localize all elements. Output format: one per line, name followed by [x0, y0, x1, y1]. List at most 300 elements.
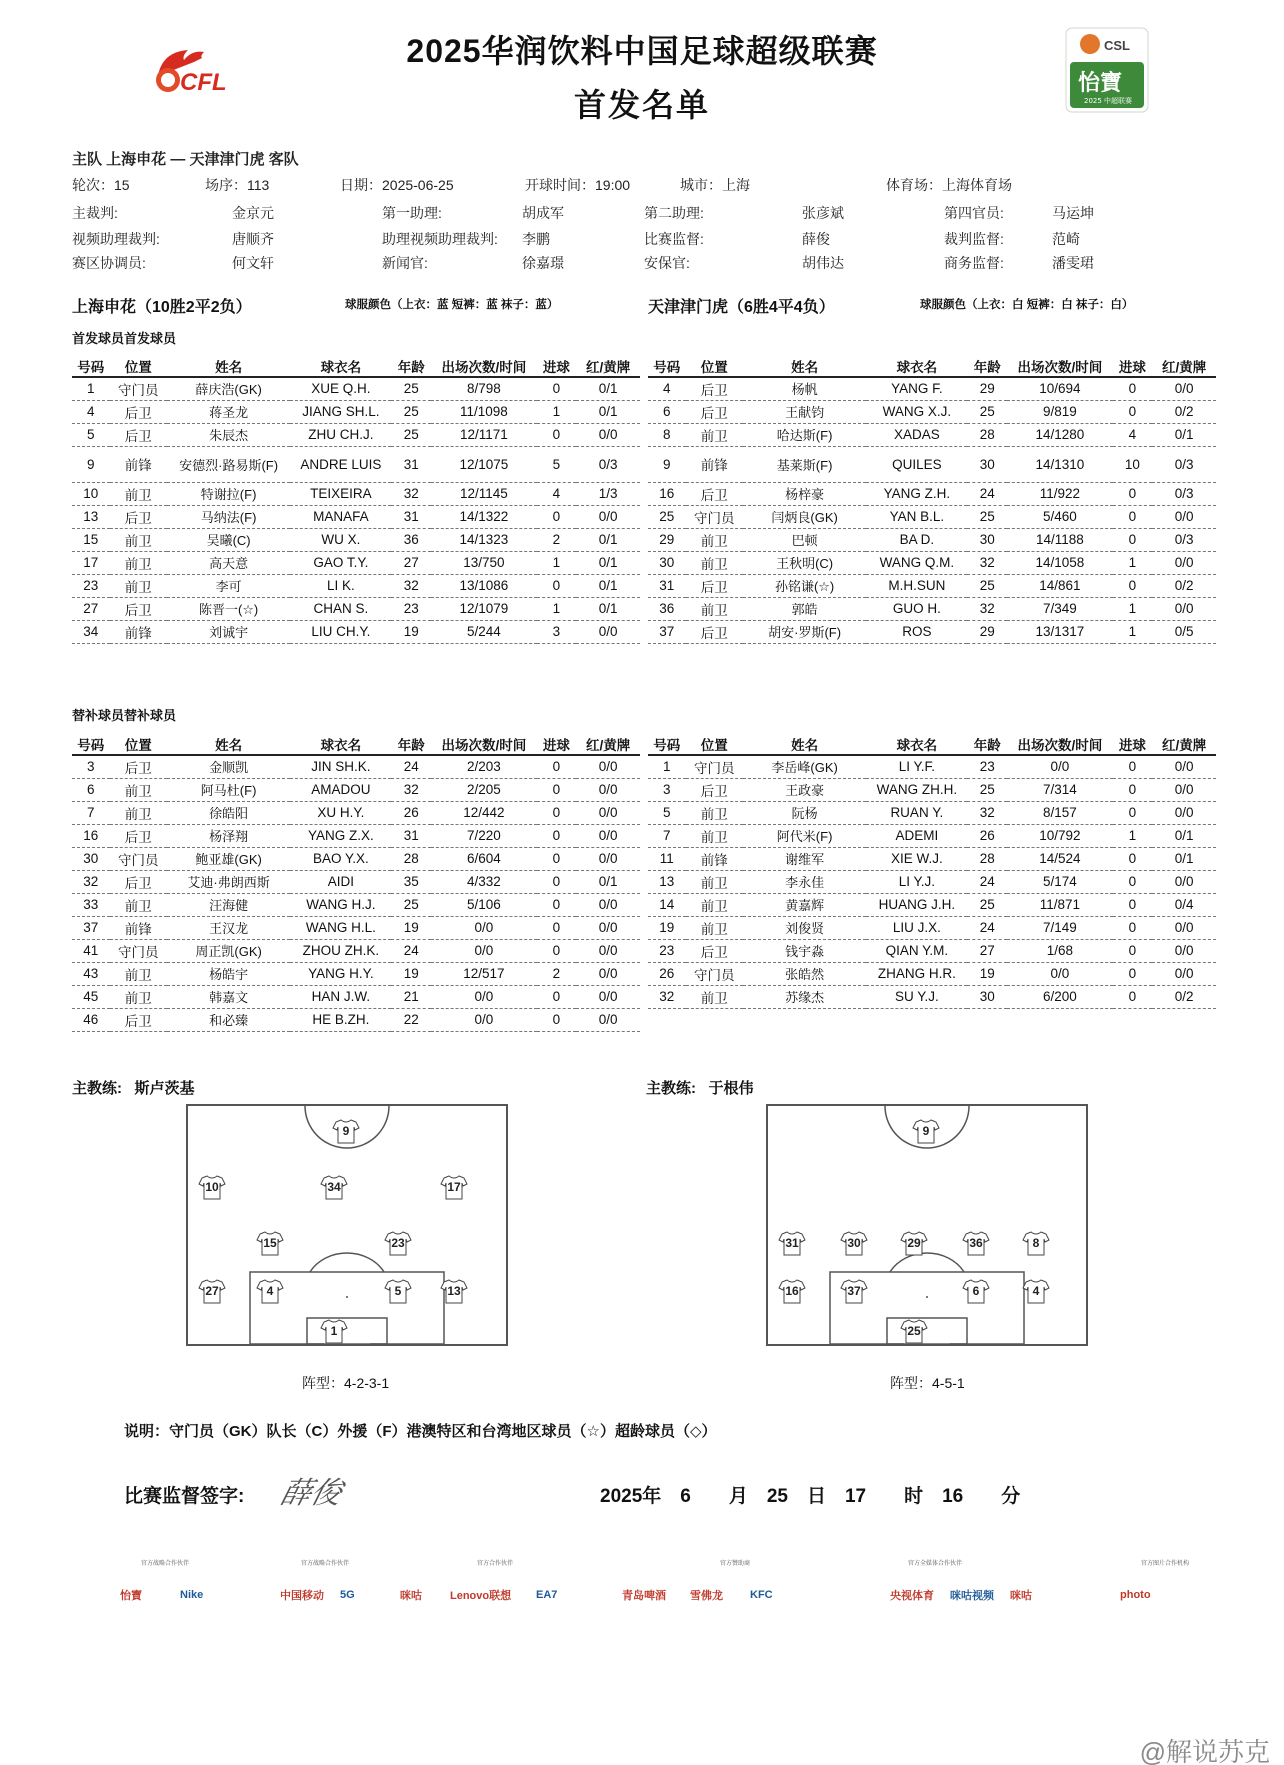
match-date: 日期：2025-06-25 — [340, 177, 454, 193]
table-cell: 0/0 — [431, 939, 536, 962]
svg-text:怡寶: 怡寶 — [1078, 71, 1123, 96]
table-cell: 0/2 — [1152, 574, 1216, 597]
table-cell: 0/0 — [1152, 755, 1216, 778]
table-cell: 0/0 — [576, 916, 640, 939]
table-row — [648, 939, 1216, 962]
official-value: 范崎 — [1052, 231, 1080, 247]
table-cell: 前卫 — [686, 870, 743, 893]
table-cell: 杨帆 — [743, 377, 866, 400]
table-cell: 1 — [537, 400, 577, 423]
table-cell: 5 — [648, 801, 686, 824]
sponsor-caption: 官方赞助商 — [719, 1561, 750, 1567]
jersey-number: 8 — [1032, 1236, 1040, 1250]
table-row — [648, 400, 1216, 423]
column-header: 出场次数/时间 — [431, 733, 536, 755]
sponsor-caption: 官方合作伙伴 — [476, 1561, 513, 1567]
table-cell: 7/314 — [1007, 778, 1112, 801]
table-cell: 0/0 — [576, 962, 640, 985]
table-cell: 1/3 — [576, 482, 640, 505]
table-cell: 0 — [1113, 482, 1153, 505]
table-cell: 0 — [537, 423, 577, 446]
table-cell: 46 — [72, 1008, 110, 1031]
table-cell: 6 — [648, 400, 686, 423]
table-cell: 闫炳良(GK) — [743, 505, 866, 528]
table-row — [648, 574, 1216, 597]
table-cell: 0 — [537, 377, 577, 400]
player-jersey — [384, 1230, 412, 1256]
table-cell: JIANG SH.L. — [290, 400, 391, 423]
table-cell: 0/0 — [1007, 755, 1112, 778]
table-cell: QIAN Y.M. — [866, 939, 967, 962]
table-cell: HUANG J.H. — [866, 893, 967, 916]
jersey-number: 5 — [394, 1284, 402, 1298]
column-header: 姓名 — [167, 733, 290, 755]
player-jersey — [256, 1278, 284, 1304]
table-cell: 王汉龙 — [167, 916, 290, 939]
table-cell: 0 — [1113, 778, 1153, 801]
table-cell: 基莱斯(F) — [743, 446, 866, 482]
table-cell: 30 — [648, 551, 686, 574]
sponsor-logo: 央视体育 — [890, 1590, 934, 1602]
table-cell: 10 — [72, 482, 110, 505]
table-row — [72, 778, 640, 801]
table-cell: 杨梓豪 — [743, 482, 866, 505]
column-header: 姓名 — [167, 355, 290, 377]
table-cell: 守门员 — [686, 505, 743, 528]
table-cell: 12/517 — [431, 962, 536, 985]
player-jersey — [962, 1278, 990, 1304]
table-cell: 0 — [537, 755, 577, 778]
table-cell: MANAFA — [290, 505, 391, 528]
table-cell: 0 — [537, 824, 577, 847]
table-cell: 0/1 — [576, 377, 640, 400]
table-cell: 后卫 — [110, 870, 167, 893]
table-cell: 0/0 — [1152, 778, 1216, 801]
player-jersey — [198, 1278, 226, 1304]
table-cell: 32 — [967, 551, 1007, 574]
table-cell: 阿代米(F) — [743, 824, 866, 847]
table-cell: TEIXEIRA — [290, 482, 391, 505]
table-cell: 30 — [967, 528, 1007, 551]
jersey-number: 23 — [391, 1236, 405, 1250]
table-cell: 胡安·罗斯(F) — [743, 620, 866, 643]
table-cell: SU Y.J. — [866, 985, 967, 1008]
table-row — [72, 1008, 640, 1031]
table-cell: 29 — [967, 620, 1007, 643]
column-header: 年龄 — [967, 733, 1007, 755]
sponsor-logo: 咪咕视频 — [950, 1590, 994, 1602]
table-cell: 32 — [391, 574, 431, 597]
table-cell: 45 — [72, 985, 110, 1008]
player-jersey — [198, 1174, 226, 1200]
table-cell: 鲍亚雄(GK) — [167, 847, 290, 870]
table-cell: 0 — [1113, 962, 1153, 985]
table-cell: 9/819 — [1007, 400, 1112, 423]
table-cell: 高天意 — [167, 551, 290, 574]
table-cell: YANG H.Y. — [290, 962, 391, 985]
table-cell: 23 — [72, 574, 110, 597]
sponsor-logo: 青岛啤酒 — [622, 1590, 666, 1602]
table-cell: 0 — [537, 574, 577, 597]
table-cell: 0/3 — [1152, 446, 1216, 482]
table-cell: 14/1310 — [1007, 446, 1112, 482]
table-cell: 0 — [1113, 893, 1153, 916]
table-cell: WANG Q.M. — [866, 551, 967, 574]
player-jersey — [778, 1230, 806, 1256]
jersey-number: 10 — [205, 1180, 219, 1194]
table-row — [648, 505, 1216, 528]
table-cell: 0/1 — [576, 597, 640, 620]
table-cell: 31 — [391, 505, 431, 528]
away-kit-colors: 球服颜色（上衣：白 短裤：白 袜子：白） — [920, 299, 1134, 311]
column-header: 号码 — [72, 733, 110, 755]
table-cell: 0/5 — [1152, 620, 1216, 643]
table-cell: 后卫 — [686, 377, 743, 400]
table-cell: 12/1075 — [431, 446, 536, 482]
table-cell: 31 — [648, 574, 686, 597]
table-cell: 0 — [1113, 505, 1153, 528]
table-cell: 0 — [537, 778, 577, 801]
table-cell: JIN SH.K. — [290, 755, 391, 778]
table-cell: LI Y.F. — [866, 755, 967, 778]
table-cell: 25 — [391, 893, 431, 916]
table-row — [648, 620, 1216, 643]
jersey-number: 13 — [447, 1284, 461, 1298]
official-label: 助理视频助理裁判: — [382, 231, 498, 247]
table-cell: 后卫 — [110, 824, 167, 847]
page-title: 2025华润饮料中国足球超级联赛 — [406, 33, 878, 69]
away-subs-table — [648, 733, 1216, 1009]
table-row — [648, 446, 1216, 482]
official-label: 新闻官: — [382, 255, 428, 271]
table-cell: 23 — [967, 755, 1007, 778]
table-cell: 后卫 — [686, 574, 743, 597]
table-cell: XIE W.J. — [866, 847, 967, 870]
table-row — [648, 847, 1216, 870]
table-cell: 0 — [537, 801, 577, 824]
table-cell: 哈达斯(F) — [743, 423, 866, 446]
table-cell: 11/922 — [1007, 482, 1112, 505]
table-cell: 14/1280 — [1007, 423, 1112, 446]
table-cell: 韩嘉文 — [167, 985, 290, 1008]
home-formation-pitch — [186, 1104, 508, 1346]
table-cell: 0 — [1113, 574, 1153, 597]
table-cell: 4 — [648, 377, 686, 400]
table-cell: 8/798 — [431, 377, 536, 400]
column-header: 球衣名 — [866, 733, 967, 755]
table-cell: 0 — [1113, 870, 1153, 893]
home-kit-colors: 球服颜色（上衣：蓝 短裤：蓝 袜子：蓝） — [345, 299, 559, 311]
table-cell: RUAN Y. — [866, 801, 967, 824]
jersey-number: 9 — [922, 1124, 930, 1138]
official-value: 唐顺齐 — [232, 231, 274, 247]
table-cell: 王献钧 — [743, 400, 866, 423]
table-cell: BAO Y.X. — [290, 847, 391, 870]
table-cell: 马纳法(F) — [167, 505, 290, 528]
table-cell: AMADOU — [290, 778, 391, 801]
table-cell: 1 — [1113, 620, 1153, 643]
table-cell: 32 — [967, 801, 1007, 824]
table-row — [72, 505, 640, 528]
coach-name: 斯卢茨基 — [134, 1080, 195, 1097]
table-cell: 0 — [537, 985, 577, 1008]
table-row — [72, 377, 640, 400]
table-cell: 19 — [391, 620, 431, 643]
table-cell: WANG X.J. — [866, 400, 967, 423]
column-header: 红/黄牌 — [576, 355, 640, 377]
table-cell: LIU CH.Y. — [290, 620, 391, 643]
sponsor-caption: 官方全媒体合作伙伴 — [907, 1561, 962, 1567]
table-cell: 37 — [648, 620, 686, 643]
table-cell: 1 — [1113, 551, 1153, 574]
jersey-number: 9 — [342, 1124, 350, 1138]
table-cell: 3 — [648, 778, 686, 801]
table-cell: 吴曦(C) — [167, 528, 290, 551]
table-cell: ZHOU ZH.K. — [290, 939, 391, 962]
sponsor-logo: 雪佛龙 — [690, 1590, 723, 1602]
player-jersey — [900, 1318, 928, 1344]
table-row — [648, 528, 1216, 551]
table-cell: 0/3 — [1152, 482, 1216, 505]
table-cell: 9 — [648, 446, 686, 482]
table-cell: 黄嘉辉 — [743, 893, 866, 916]
table-cell: 前锋 — [110, 620, 167, 643]
jersey-number: 34 — [327, 1180, 341, 1194]
official-label: 主裁判: — [72, 205, 118, 221]
table-cell: 前卫 — [110, 801, 167, 824]
table-cell: 0 — [1113, 377, 1153, 400]
table-cell: 0/2 — [1152, 985, 1216, 1008]
table-row — [72, 755, 640, 778]
table-cell: 前卫 — [110, 551, 167, 574]
table-cell: 25 — [391, 377, 431, 400]
table-cell: 32 — [648, 985, 686, 1008]
official-value: 李鹏 — [522, 231, 550, 247]
table-cell: 1 — [648, 755, 686, 778]
table-cell: 0/0 — [1007, 962, 1112, 985]
table-row — [648, 423, 1216, 446]
table-cell: 27 — [967, 939, 1007, 962]
table-cell: GUO H. — [866, 597, 967, 620]
table-cell: 26 — [648, 962, 686, 985]
table-cell: 31 — [391, 446, 431, 482]
jersey-number: 36 — [969, 1236, 983, 1250]
table-cell: 6/200 — [1007, 985, 1112, 1008]
table-cell: 阿马杜(F) — [167, 778, 290, 801]
table-cell: 前卫 — [110, 574, 167, 597]
table-cell: 35 — [391, 870, 431, 893]
table-cell: 36 — [391, 528, 431, 551]
svg-text:CFL: CFL — [180, 69, 227, 96]
table-cell: 后卫 — [110, 505, 167, 528]
sponsor-logo: photo — [1120, 1589, 1151, 1601]
table-cell: 0/0 — [576, 824, 640, 847]
column-header: 出场次数/时间 — [431, 355, 536, 377]
table-cell: 前锋 — [686, 847, 743, 870]
table-cell: 后卫 — [686, 482, 743, 505]
table-cell: 31 — [391, 824, 431, 847]
table-cell: GAO T.Y. — [290, 551, 391, 574]
table-cell: 0 — [1113, 939, 1153, 962]
table-cell: 徐皓阳 — [167, 801, 290, 824]
official-label: 商务监督: — [944, 255, 1004, 271]
table-cell: 0/1 — [576, 551, 640, 574]
table-cell: 0/0 — [1152, 597, 1216, 620]
table-cell: 7 — [72, 801, 110, 824]
table-cell: 0/0 — [576, 778, 640, 801]
table-cell: 24 — [391, 939, 431, 962]
table-cell: 5/460 — [1007, 505, 1112, 528]
player-jersey — [384, 1278, 412, 1304]
table-cell: 3 — [537, 620, 577, 643]
table-row — [72, 893, 640, 916]
player-jersey — [320, 1174, 348, 1200]
table-row — [72, 551, 640, 574]
table-cell: XU H.Y. — [290, 801, 391, 824]
sponsor-caption: 官方图片合作机构 — [1140, 1561, 1189, 1567]
column-header: 位置 — [686, 355, 743, 377]
table-cell: 16 — [72, 824, 110, 847]
table-cell: 30 — [967, 446, 1007, 482]
table-cell: 钱宇淼 — [743, 939, 866, 962]
table-cell: 4 — [1113, 423, 1153, 446]
jersey-number: 25 — [907, 1324, 921, 1338]
table-cell: 25 — [967, 574, 1007, 597]
table-cell: 阮杨 — [743, 801, 866, 824]
player-jersey — [1022, 1230, 1050, 1256]
table-cell: YANG Z.X. — [290, 824, 391, 847]
official-label: 第一助理: — [382, 205, 442, 221]
table-cell: 0 — [1113, 801, 1153, 824]
table-cell: 0/0 — [576, 893, 640, 916]
player-jersey — [320, 1318, 348, 1344]
table-cell: 5 — [537, 446, 577, 482]
table-cell: 前卫 — [686, 597, 743, 620]
table-cell: AIDI — [290, 870, 391, 893]
column-header: 进球 — [1113, 733, 1153, 755]
table-cell: 后卫 — [110, 423, 167, 446]
table-cell: 11/871 — [1007, 893, 1112, 916]
table-row — [648, 962, 1216, 985]
table-row — [72, 962, 640, 985]
table-row — [648, 755, 1216, 778]
table-cell: 张皓然 — [743, 962, 866, 985]
table-cell: 24 — [391, 755, 431, 778]
table-cell: 王政豪 — [743, 778, 866, 801]
csl-logo — [1064, 26, 1150, 114]
table-row — [648, 482, 1216, 505]
table-cell: 25 — [967, 505, 1007, 528]
sponsor-logo: KFC — [750, 1589, 773, 1601]
jersey-number: 29 — [907, 1236, 921, 1250]
table-cell: 0 — [1113, 400, 1153, 423]
stadium: 体育场：上海体育场 — [886, 177, 1012, 193]
table-cell: 1 — [72, 377, 110, 400]
jersey-number: 4 — [266, 1284, 274, 1298]
table-cell: 25 — [391, 423, 431, 446]
table-cell: 0/0 — [1152, 939, 1216, 962]
official-value: 何文轩 — [232, 255, 274, 271]
table-cell: 36 — [648, 597, 686, 620]
table-cell: 12/1079 — [431, 597, 536, 620]
table-row — [72, 574, 640, 597]
home-subs-table — [72, 733, 640, 1032]
player-jersey — [1022, 1278, 1050, 1304]
table-cell: 0/0 — [576, 847, 640, 870]
column-header: 年龄 — [391, 355, 431, 377]
table-cell: 0/0 — [576, 755, 640, 778]
table-cell: 25 — [967, 778, 1007, 801]
table-cell: 0 — [537, 870, 577, 893]
table-cell: 5 — [72, 423, 110, 446]
table-cell: 0/0 — [576, 620, 640, 643]
table-cell: 守门员 — [686, 755, 743, 778]
table-cell: 4 — [537, 482, 577, 505]
table-cell: HE B.ZH. — [290, 1008, 391, 1031]
sponsor-caption: 官方战略合作伙伴 — [300, 1561, 349, 1567]
teams-line: 主队 上海申花 — 天津津门虎 客队 — [72, 151, 299, 168]
table-cell: 16 — [648, 482, 686, 505]
coach-name: 于根伟 — [708, 1080, 754, 1097]
table-cell: 25 — [391, 400, 431, 423]
table-cell: 10/792 — [1007, 824, 1112, 847]
player-jersey — [912, 1118, 940, 1144]
official-value: 金京元 — [232, 205, 274, 221]
table-cell: 前卫 — [686, 916, 743, 939]
table-cell: 37 — [72, 916, 110, 939]
table-cell: WANG ZH.H. — [866, 778, 967, 801]
table-cell: 5/106 — [431, 893, 536, 916]
table-row — [648, 597, 1216, 620]
table-cell: 28 — [967, 847, 1007, 870]
table-cell: WANG H.L. — [290, 916, 391, 939]
table-cell: 23 — [391, 597, 431, 620]
table-cell: 前卫 — [110, 962, 167, 985]
table-cell: 0/4 — [1152, 893, 1216, 916]
table-cell: 前卫 — [686, 985, 743, 1008]
table-cell: 特谢拉(F) — [167, 482, 290, 505]
table-cell: 0/3 — [1152, 528, 1216, 551]
table-cell: WANG H.J. — [290, 893, 391, 916]
coach-label: 主教练: — [72, 1080, 122, 1097]
table-cell: 刘诚宇 — [167, 620, 290, 643]
player-jersey — [962, 1230, 990, 1256]
sponsor-logo: 5G — [340, 1589, 355, 1601]
table-cell: 0 — [537, 1008, 577, 1031]
table-cell: 19 — [648, 916, 686, 939]
column-header: 年龄 — [391, 733, 431, 755]
table-cell: 0/0 — [1152, 551, 1216, 574]
table-cell: 李岳峰(GK) — [743, 755, 866, 778]
table-cell: 金顺凯 — [167, 755, 290, 778]
table-cell: 0/0 — [1152, 916, 1216, 939]
table-cell: 1 — [537, 551, 577, 574]
table-row — [72, 916, 640, 939]
table-cell: 后卫 — [686, 620, 743, 643]
sponsor-caption: 官方战略合作伙伴 — [140, 1561, 189, 1567]
away-coach — [646, 1077, 754, 1098]
table-cell: 2/205 — [431, 778, 536, 801]
column-header: 姓名 — [743, 355, 866, 377]
away-starters-table — [648, 355, 1216, 644]
svg-text:2025 中超联赛: 2025 中超联赛 — [1084, 97, 1133, 105]
player-jersey — [256, 1230, 284, 1256]
table-cell: M.H.SUN — [866, 574, 967, 597]
player-jersey — [440, 1174, 468, 1200]
official-label: 赛区协调员: — [72, 255, 146, 271]
table-cell: 后卫 — [110, 755, 167, 778]
table-cell: 0/1 — [576, 400, 640, 423]
